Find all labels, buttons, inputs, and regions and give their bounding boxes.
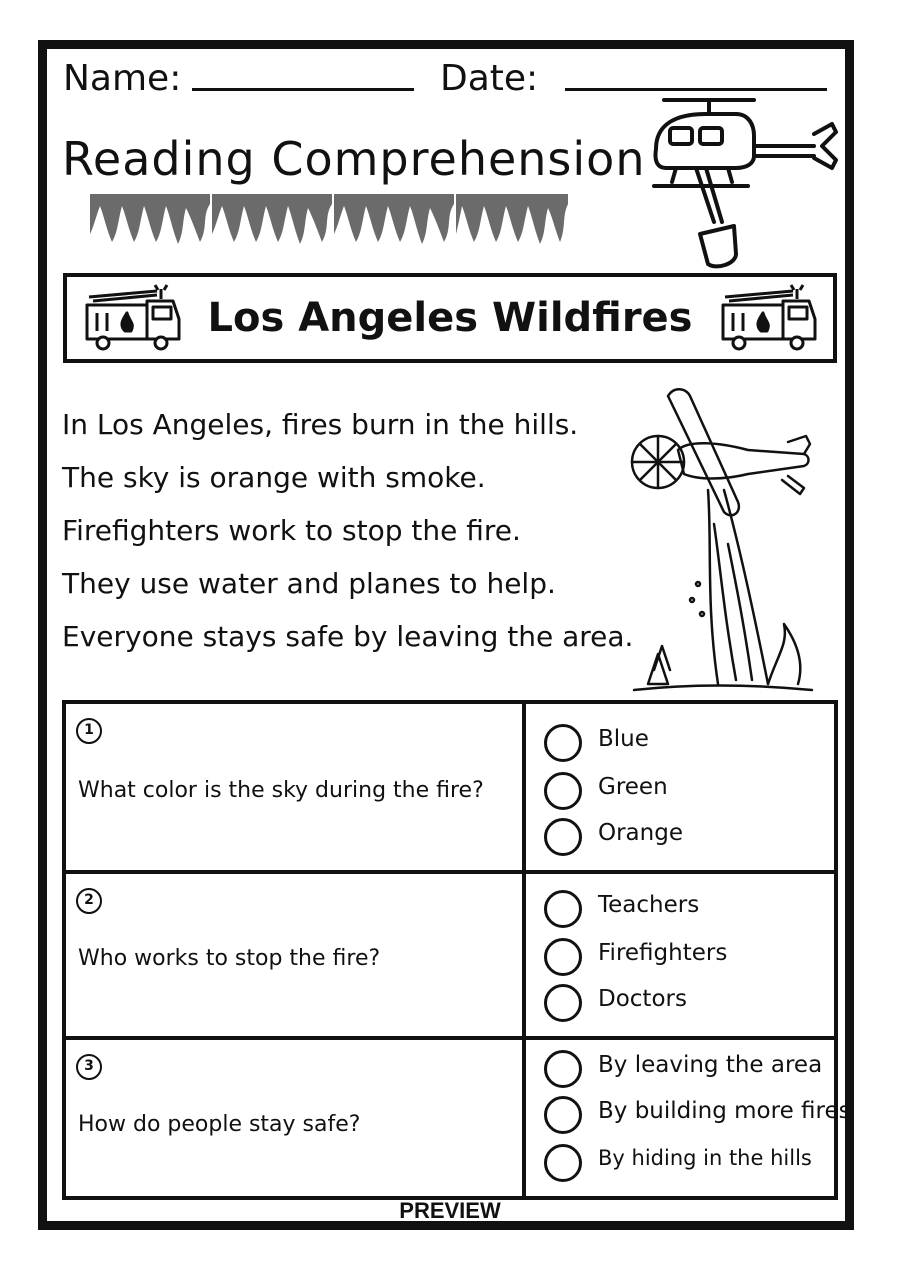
- helicopter-icon: [636, 94, 841, 272]
- answer-label: Teachers: [598, 892, 700, 918]
- question-text: What color is the sky during the fire?: [78, 778, 484, 803]
- question-number-badge: 1: [76, 718, 102, 744]
- answer-bubble[interactable]: [544, 1096, 582, 1134]
- question-number-badge: 2: [76, 888, 102, 914]
- question-text: How do people stay safe?: [78, 1112, 361, 1137]
- question-row: [66, 704, 834, 874]
- answer-label: Blue: [598, 726, 649, 752]
- question-row: [66, 874, 834, 1040]
- answer-label: Firefighters: [598, 940, 728, 966]
- answer-label: By leaving the area: [598, 1052, 823, 1078]
- answer-label: Orange: [598, 820, 683, 846]
- story-line: They use water and planes to help.: [62, 567, 556, 600]
- answer-bubble[interactable]: [544, 1144, 582, 1182]
- story-line: The sky is orange with smoke.: [62, 461, 486, 494]
- worksheet-title: Los Angeles Wildfires: [207, 295, 693, 341]
- answer-bubble[interactable]: [544, 938, 582, 976]
- answer-label: By hiding in the hills: [598, 1146, 812, 1170]
- question-cell: [66, 704, 526, 870]
- answer-bubble[interactable]: [544, 724, 582, 762]
- answer-bubble[interactable]: [544, 984, 582, 1022]
- name-line[interactable]: [192, 88, 414, 91]
- page-heading: Reading Comprehension: [62, 132, 646, 186]
- story-line: Firefighters work to stop the fire.: [62, 514, 521, 547]
- fire-truck-icon: [719, 281, 819, 353]
- title-banner: [63, 273, 837, 363]
- story-line: Everyone stays safe by leaving the area.: [62, 620, 634, 653]
- name-label: Name:: [63, 58, 182, 99]
- question-row: [66, 1040, 851, 1196]
- answer-label: By building more fires: [598, 1098, 851, 1124]
- question-cell: [66, 1040, 526, 1196]
- answer-bubble[interactable]: [544, 772, 582, 810]
- story-text: [62, 398, 642, 663]
- questions-table: [62, 700, 851, 1200]
- answer-bubble[interactable]: [544, 818, 582, 856]
- date-label: Date:: [440, 58, 539, 99]
- answer-bubble[interactable]: [544, 1050, 582, 1088]
- answer-bubble[interactable]: [544, 890, 582, 928]
- story-line: In Los Angeles, fires burn in the hills.: [62, 408, 579, 441]
- question-number-badge: 3: [76, 1054, 102, 1080]
- answer-label: Green: [598, 774, 668, 800]
- preview-watermark: PREVIEW: [399, 1198, 501, 1223]
- question-text: Who works to stop the fire?: [78, 946, 381, 971]
- date-line[interactable]: [565, 88, 827, 91]
- answer-label: Doctors: [598, 986, 687, 1012]
- firefighting-plane-icon: [628, 384, 818, 700]
- flames-icon: [90, 186, 570, 246]
- question-cell: [66, 874, 526, 1036]
